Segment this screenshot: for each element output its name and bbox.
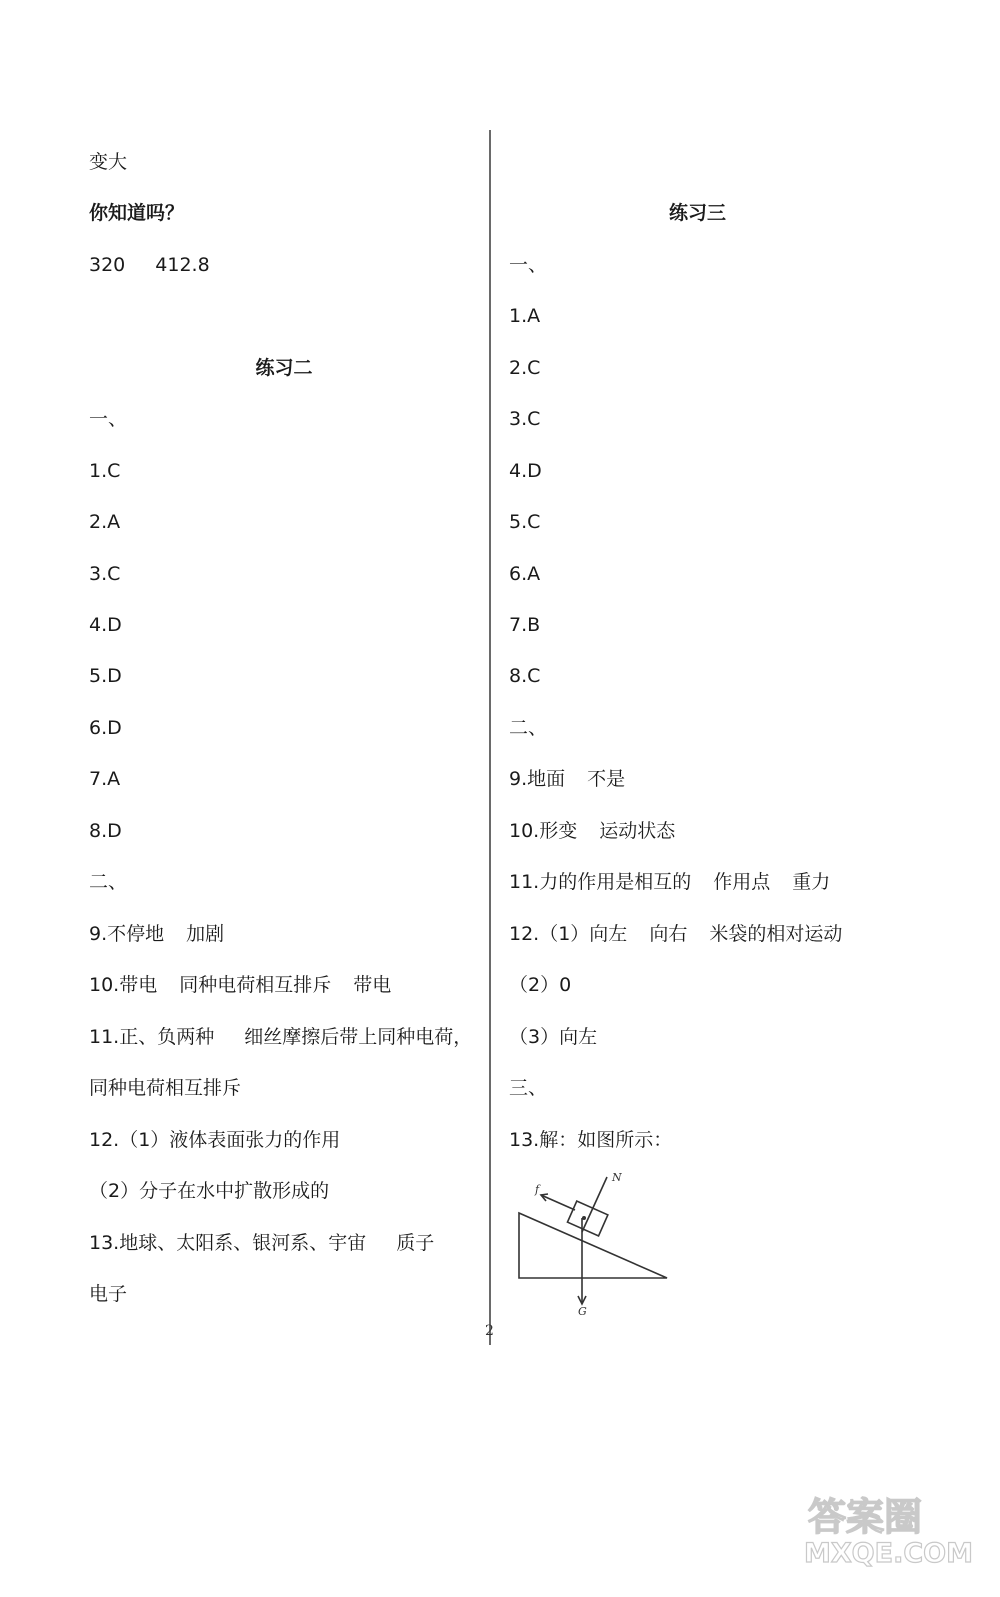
answer-item: 3.C (89, 563, 121, 585)
answer-item: 2.A (89, 511, 121, 533)
normal-force-label: N (612, 1171, 622, 1184)
answer-q13: 13.解：如图所示： (509, 1129, 673, 1151)
column-divider (489, 130, 491, 1345)
answer-item: 7.B (509, 614, 541, 636)
part2-label: 二、 (509, 717, 548, 739)
answer-item: 8.D (89, 820, 122, 842)
force-diagram (515, 1165, 675, 1315)
answer-q10 (509, 819, 675, 843)
page-number: 2 (485, 1323, 494, 1339)
answer-item: 1.C (89, 460, 121, 482)
answer-item: 6.D (89, 717, 122, 739)
center-of-mass-dot (582, 1216, 586, 1220)
value-1: 320 (89, 254, 126, 276)
answer-q10 (89, 973, 391, 997)
value-2: 412.8 (155, 254, 210, 276)
answer-text: 向右 (649, 923, 688, 945)
answer-item: 6.A (509, 563, 541, 585)
watermark-logo (800, 1488, 985, 1568)
answer-q11-continued: 同种电荷相互排斥 (89, 1077, 242, 1099)
intro-line: 变大 (89, 151, 128, 173)
answer-q12-part1 (509, 922, 842, 946)
answer-text: 10.带电 (89, 974, 158, 996)
answer-text: 细丝摩擦后带上同种电荷， (244, 1026, 473, 1048)
answer-item: 3.C (509, 408, 541, 430)
part1-label: 一、 (89, 408, 128, 430)
answer-q13 (89, 1231, 434, 1255)
answer-item: 8.C (509, 665, 541, 687)
answer-item: 5.C (509, 511, 541, 533)
answer-item: 4.D (509, 460, 542, 482)
answer-q11 (509, 870, 830, 894)
answer-text: 13.地球、太阳系、银河系、宇宙 (89, 1232, 367, 1254)
answer-text: 不是 (587, 768, 626, 790)
answer-text: 同种电荷相互排斥 (179, 974, 332, 996)
answer-text: 作用点 (713, 871, 771, 893)
answer-item: 7.A (89, 768, 121, 790)
answer-q12-part3: （3）向左 (509, 1026, 598, 1048)
answer-item: 1.A (509, 305, 541, 327)
answer-q12-part2: （2）分子在水中扩散形成的 (89, 1180, 330, 1202)
watermark-text-cn: 答案圈 (808, 1495, 923, 1539)
answer-item: 4.D (89, 614, 122, 636)
intro-values (89, 253, 210, 277)
watermark-text-en: MXQE.COM (804, 1538, 973, 1568)
answer-q11 (89, 1025, 472, 1049)
answer-q12-part1: 12.（1）液体表面张力的作用 (89, 1129, 341, 1151)
section-title-exercise-2: 练习二 (255, 357, 313, 379)
section-title-exercise-3: 练习三 (669, 202, 727, 224)
friction-arrow-line (541, 1195, 575, 1210)
part3-label: 三、 (509, 1077, 548, 1099)
answer-text: 12.（1）向左 (509, 923, 628, 945)
gravity-label: G (578, 1305, 587, 1315)
answer-item: 5.D (89, 665, 122, 687)
did-you-know-heading: 你知道吗？ (89, 202, 185, 224)
answer-text: 10.形变 (509, 820, 578, 842)
part1-label: 一、 (509, 254, 548, 276)
answer-q9 (509, 767, 625, 791)
answer-text: 9.地面 (509, 768, 566, 790)
answer-text: 运动状态 (599, 820, 676, 842)
answer-text: 重力 (792, 871, 831, 893)
answer-q12-part2: （2）0 (509, 974, 572, 996)
answer-text: 米袋的相对运动 (709, 923, 843, 945)
answer-text: 9.不停地 (89, 923, 165, 945)
answer-text: 11.正、负两种 (89, 1026, 215, 1048)
answer-item: 2.C (509, 357, 541, 379)
answer-text: 质子 (396, 1232, 435, 1254)
answer-text: 带电 (353, 974, 392, 996)
part2-label: 二、 (89, 871, 128, 893)
answer-q13-continued: 电子 (89, 1283, 128, 1305)
answer-q9 (89, 922, 224, 946)
friction-label: f (535, 1183, 540, 1196)
answer-text: 11.力的作用是相互的 (509, 871, 692, 893)
answer-text: 加剧 (186, 923, 225, 945)
